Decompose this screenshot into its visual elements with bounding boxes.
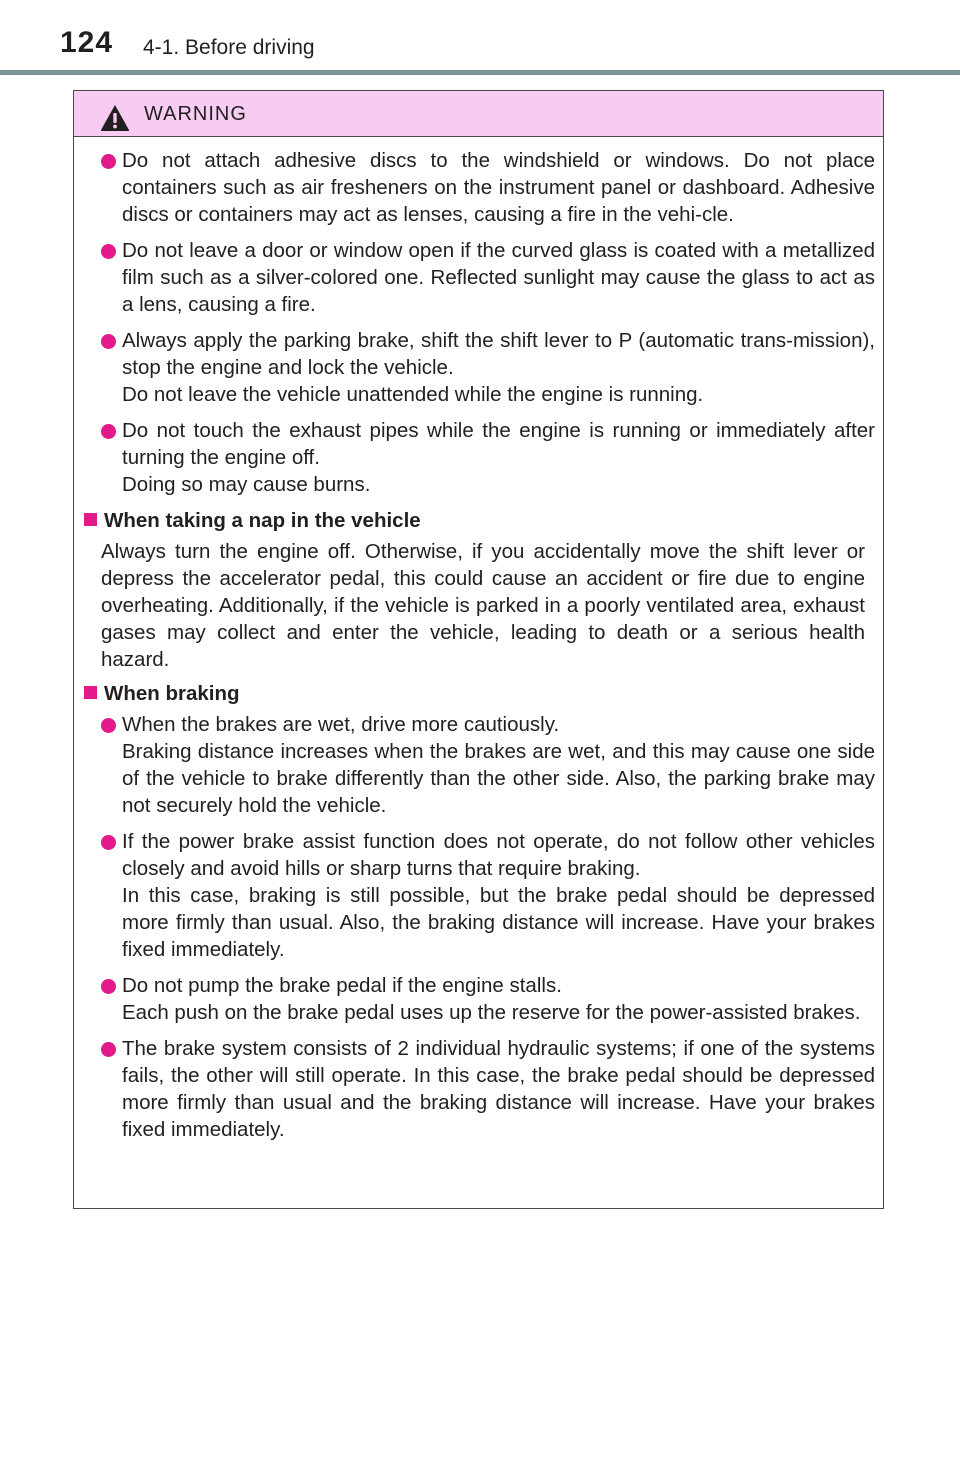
bullet-text: Do not pump the brake pedal if the engine stalls.	[122, 974, 562, 997]
bullet-dot-icon	[101, 154, 116, 169]
section-title: 4-1. Before driving	[143, 36, 315, 59]
braking-warning-list	[84, 711, 875, 1143]
square-bullet-icon	[84, 686, 97, 699]
bullet-text: Each push on the brake pedal uses up the reserve for the power-assisted brakes.	[122, 1001, 861, 1024]
bullet-dot-icon	[101, 334, 116, 349]
warning-header	[74, 91, 883, 137]
warning-box	[73, 90, 884, 1209]
bullet-dot-icon	[101, 1042, 116, 1057]
bullet-text: When the brakes are wet, drive more cautiously.	[122, 713, 560, 736]
bullet-item	[84, 711, 875, 819]
bullet-item	[84, 147, 875, 228]
header-divider	[0, 70, 960, 75]
nap-text: Always turn the engine off. Otherwise, if you accidentally move the shift lever or depress the accelerator pedal, this could cause an accident or fire due to engine overheating. Additionally, if the vehicle is parked in a poorly ventilated area, exhaust gases may collect and enter the vehicle, leading to death or a serious health hazard.	[101, 540, 865, 671]
page-number: 124	[60, 26, 114, 59]
general-warning-list	[84, 147, 875, 498]
bullet-text: Braking distance increases when the brakes are wet, and this may cause one side of the vehicle to brake differently than the other side. Also, the parking brake may not securely hold the vehicle.	[122, 740, 875, 817]
nap-heading-text: When taking a nap in the vehicle	[104, 509, 421, 532]
bullet-text: Always apply the parking brake, shift the shift lever to P (automatic trans-mission), stop the engine and lock the vehicle.	[122, 329, 875, 379]
bullet-dot-icon	[101, 424, 116, 439]
warning-body	[74, 137, 883, 1143]
bullet-item	[84, 327, 875, 408]
bullet-text: Do not leave the vehicle unattended while the engine is running.	[122, 383, 704, 406]
bullet-item	[84, 972, 875, 1026]
bullet-text: Do not leave a door or window open if the curved glass is coated with a metallized film such as a silver-colored one. Reflected sunlight may cause the glass to act as a lens, causing a fire.	[122, 239, 875, 316]
square-bullet-icon	[84, 513, 97, 526]
nap-heading	[84, 507, 875, 534]
bullet-item	[84, 237, 875, 318]
bullet-item	[84, 1035, 875, 1143]
bullet-item	[84, 828, 875, 963]
bullet-dot-icon	[101, 244, 116, 259]
braking-heading-text: When braking	[104, 682, 240, 705]
braking-heading	[84, 680, 875, 707]
bullet-text: In this case, braking is still possible, but the brake pedal should be depressed more firmly than usual. Also, the braking distance will increase. Have your brakes fixed immediately.	[122, 884, 875, 961]
bullet-item	[84, 417, 875, 498]
bullet-text: Do not touch the exhaust pipes while the engine is running or immediately after turning the engine off.	[122, 419, 875, 469]
bullet-dot-icon	[101, 979, 116, 994]
bullet-text: The brake system consists of 2 individual hydraulic systems; if one of the systems fails, the other will still operate. In this case, the brake pedal should be depressed more firmly than usual and the braking distance will increase. Have your brakes fixed immediately.	[122, 1037, 875, 1141]
bullet-dot-icon	[101, 835, 116, 850]
warning-triangle-icon	[100, 104, 130, 132]
bullet-dot-icon	[101, 718, 116, 733]
bullet-text: Do not attach adhesive discs to the windshield or windows. Do not place containers such as air fresheners on the instrument panel or dashboard. Adhesive discs or containers may act as lenses, causing a fire in the vehi-cle.	[122, 149, 875, 226]
bullet-text: Doing so may cause burns.	[122, 473, 371, 496]
page-header	[0, 0, 960, 76]
bullet-text: If the power brake assist function does not operate, do not follow other vehicles closely and avoid hills or sharp turns that require braking.	[122, 830, 875, 880]
warning-title: WARNING	[144, 103, 247, 125]
